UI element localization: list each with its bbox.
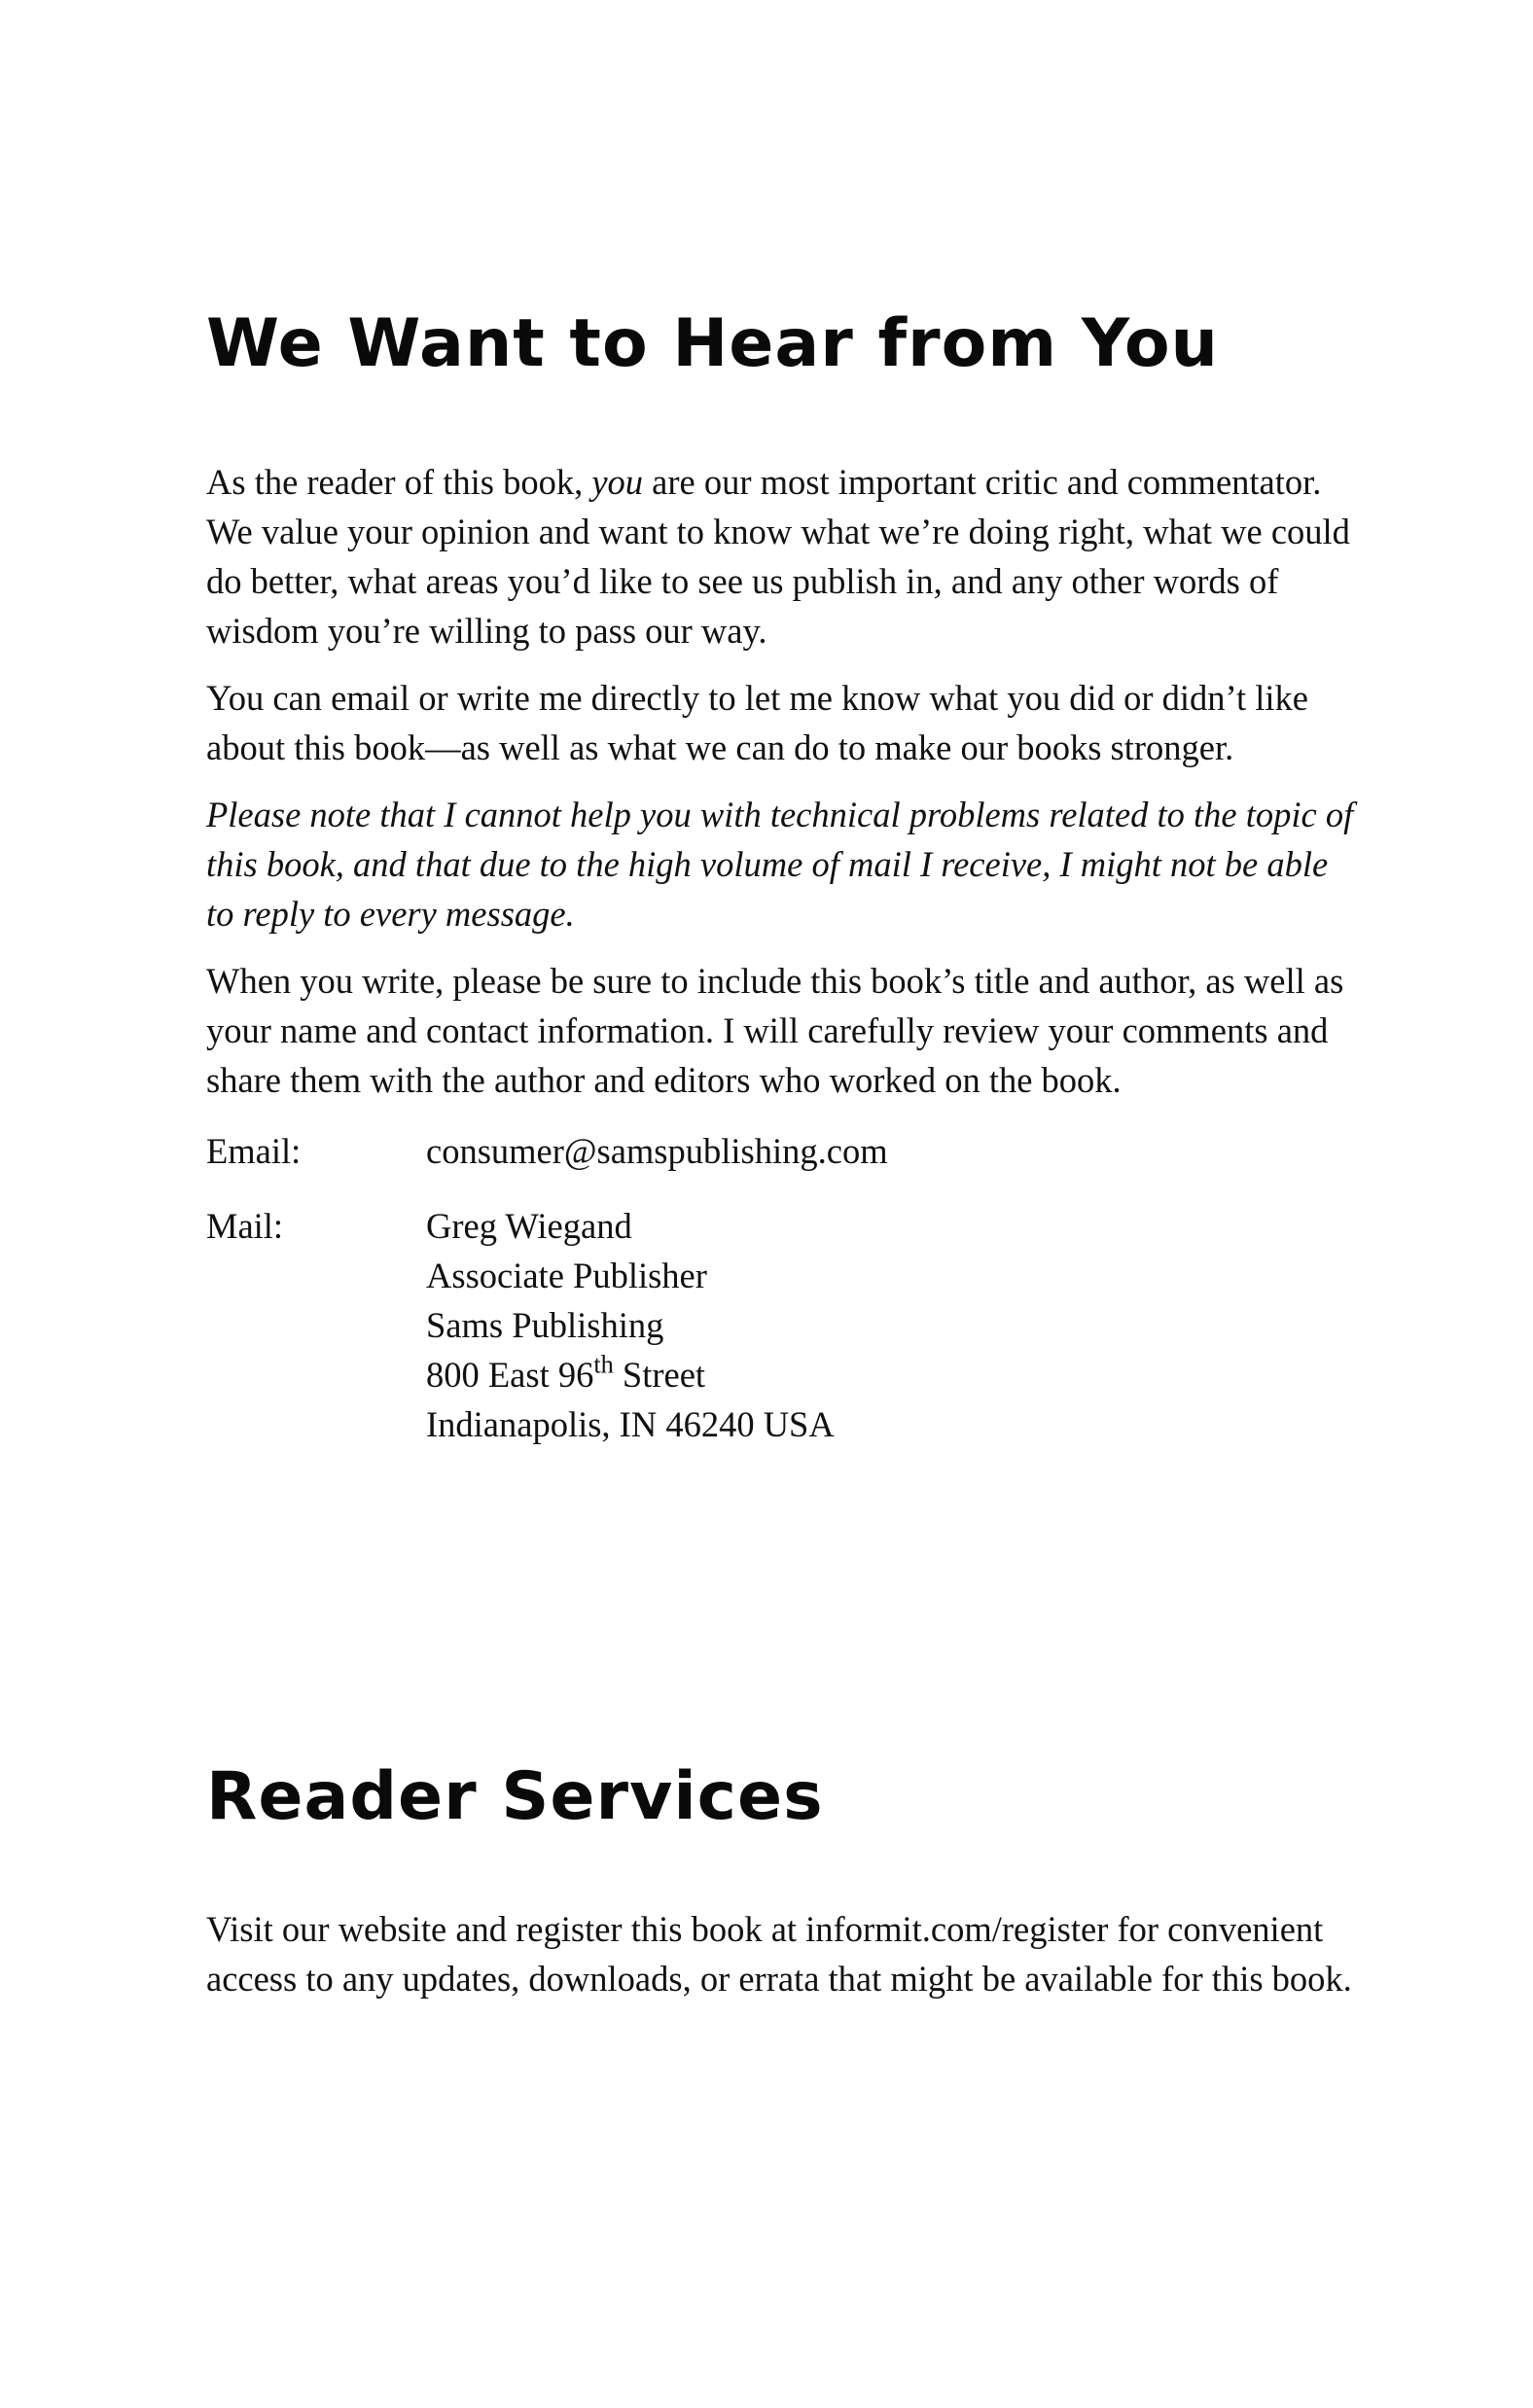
paragraph-register: Visit our website and register this book at informit.com/register for convenient access to any updates, downloads, or errata that might be available for this book.: [206, 1909, 1352, 1999]
paragraph-critic-start: As the reader of this book,: [206, 462, 592, 502]
paragraph-when-you-write: When you write, please be sure to include this book’s title and author, as well as your name and contact information. I will carefully review your comments and share them with the author and editors who worked on the book.: [206, 961, 1344, 1100]
paragraph-critic-emphasis: you: [591, 462, 644, 502]
email-label: Email:: [206, 1131, 302, 1171]
paragraph-critic: [206, 457, 1364, 655]
section-title-hear-from-you: We Want to Hear from You: [206, 305, 1219, 382]
contact-email-row: [206, 1126, 1364, 1176]
address-street-suffix: th: [593, 1350, 614, 1379]
address-street-number: 800 East 96: [426, 1355, 594, 1395]
section-body-hear-from-you: [206, 457, 1364, 1474]
address-role: Associate Publisher: [426, 1256, 707, 1295]
section-title-reader-services: Reader Services: [206, 1758, 824, 1835]
paragraph-critic-end: are our most important critic and commentator. We value your opinion and want to know what we’re doing right, what we could do better, what areas you’d like to see us publish in, and any other words of wisdom you’re willing to pass our way.: [206, 462, 1350, 651]
mail-label: Mail:: [206, 1206, 284, 1246]
address-name: Greg Wiegand: [426, 1206, 632, 1246]
address-street: [426, 1350, 1364, 1399]
paragraph-email-or-write: You can email or write me directly to let me know what you did or didn’t like about this book—as well as what we can do to make our books stronger.: [206, 678, 1308, 767]
mailing-address: [426, 1201, 1364, 1449]
contact-mail-row: [206, 1201, 1364, 1449]
email-address: consumer@samspublishing.com: [426, 1131, 888, 1171]
paragraph-note: Please note that I cannot help you with technical problems related to the topic of this book, and that due to the high volume of mail I receive, I might not be able to reply to every message.: [206, 795, 1354, 934]
address-company: Sams Publishing: [426, 1305, 664, 1345]
address-street-name: Street: [613, 1355, 706, 1395]
address-city: Indianapolis, IN 46240 USA: [426, 1404, 835, 1444]
section-body-reader-services: [206, 1904, 1364, 2021]
